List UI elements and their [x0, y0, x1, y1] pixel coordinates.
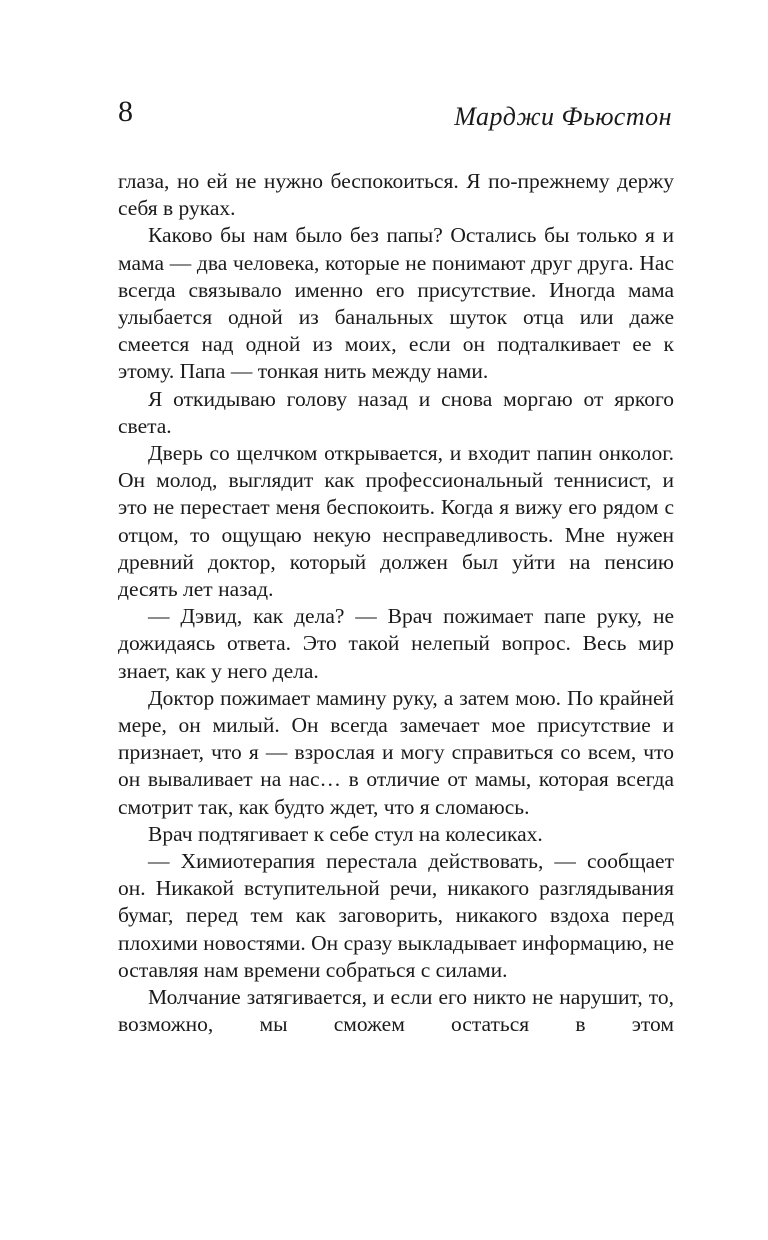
paragraph: Дверь со щелчком открывается, и входит папин онколог. Он молод, выглядит как профессиональный теннисист, и это не перестает меня беспокоить. Когда я вижу его рядом с отцом, то ощущаю некую несправедливость. Мне нужен древний доктор, который должен был уйти на пенсию десять лет назад.: [118, 441, 674, 602]
paragraph: — Химиотерапия перестала действовать, — сообщает он. Никакой вступительной речи, никакого разглядывания бумаг, перед тем как заговорить, никакого вздоха перед плохими новостями. Он сразу выкладывает информацию, не оставляя нам времени собраться с силами.: [118, 849, 674, 982]
body-text: [118, 168, 674, 1039]
paragraph: Доктор пожимает мамину руку, а затем мою. По крайней мере, он милый. Он всегда замечает мое присутствие и признает, что я — взрослая и могу справиться со всем, что он вываливает на нас… в отличие от мамы, которая всегда смотрит так, как будто ждет, что я сломаюсь.: [118, 685, 674, 819]
paragraph: Врач подтягивает к себе стул на колесиках.: [148, 821, 543, 846]
paragraph: глаза, но ей не нужно беспокоиться. Я по-прежнему держу себя в руках.: [118, 169, 674, 221]
running-head-author: Марджи Фьюстон: [454, 102, 672, 131]
paragraph: Каково бы нам было без папы? Остались бы только я и мама — два человека, которые не понимают друг друга. Нас всегда связывало именно его присутствие. Иногда мама улыбается одной из банальных шуток отца или даже смеется над одной из моих, если он подталкивает ее к этому. Папа — тонкая нить между нами.: [118, 223, 674, 384]
paragraph: — Дэвид, как дела? — Врач пожимает папе руку, не дожидаясь ответа. Это такой нелепый вопрос. Весь мир знает, как у него дела.: [118, 604, 674, 683]
page-number: 8: [118, 95, 133, 128]
paragraph: Молчание затягивается, и если его никто не нарушит, то, возможно, мы сможем остаться в этом: [118, 985, 674, 1037]
paragraph: Я откидываю голову назад и снова моргаю от яркого света.: [118, 386, 674, 438]
